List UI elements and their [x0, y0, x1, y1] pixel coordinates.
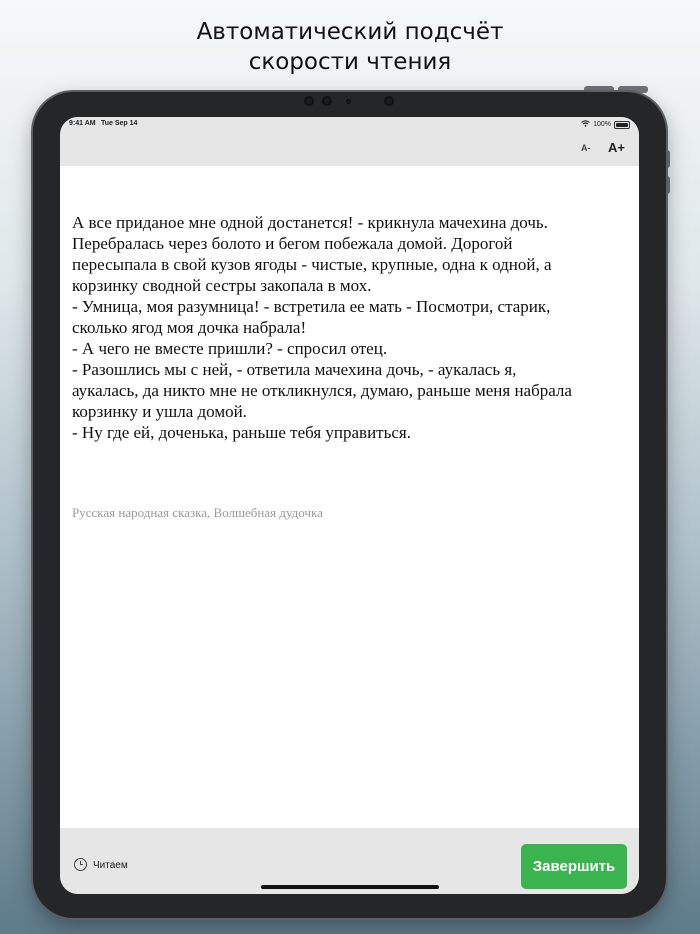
text-line: аукалась, да никто мне не откликнулся, думаю, раньше меня набрала [72, 381, 572, 400]
text-line: Перебралась через болото и бегом побежала домой. Дорогой [72, 234, 513, 253]
status-time: 9:41 AM [69, 120, 96, 127]
text-line: А все приданое мне одной достанется! - крикнула мачехина дочь. [72, 213, 548, 232]
reading-text [72, 212, 632, 443]
text-line: корзинку и ушла домой. [72, 402, 247, 421]
wifi-icon [581, 120, 590, 129]
text-line: корзинку сводной сестры закопала в мох. [72, 276, 372, 295]
finish-button[interactable]: Завершить [521, 844, 627, 889]
timer-label: Читаем [93, 860, 128, 871]
promo-headline-line1: Автоматический подсчёт [196, 19, 504, 45]
home-indicator[interactable] [261, 885, 439, 889]
text-line: сколько ягод моя дочка набрала! [72, 318, 307, 337]
status-date: Tue Sep 14 [101, 120, 138, 127]
promo-headline [0, 17, 700, 77]
battery-percent: 100% [593, 121, 611, 128]
font-decrease-button[interactable]: A- [581, 143, 591, 153]
battery-icon [614, 121, 630, 129]
text-source: Русская народная сказка, Волшебная дудочка [72, 505, 323, 520]
app-screen [60, 117, 639, 894]
camera-dot [384, 96, 394, 106]
camera-dot [322, 96, 332, 106]
promo-headline-line2: скорости чтения [248, 49, 452, 75]
text-line: пересыпала в свой кузов ягоды - чистые, крупные, одна к одной, а [72, 255, 552, 274]
status-indicators [581, 120, 630, 129]
camera-lens [346, 99, 351, 104]
top-toolbar [60, 117, 639, 166]
text-line: - Умница, моя разумница! - встретила ее мать - Посмотри, старик, [72, 297, 551, 316]
camera-dot [304, 96, 314, 106]
text-line: - Ну где ей, доченька, раньше тебя управиться. [72, 423, 411, 442]
clock-icon [74, 858, 87, 871]
text-line: - Разошлись мы с ней, - ответила мачехина дочь, - аукалась я, [72, 360, 517, 379]
font-increase-button[interactable]: A+ [608, 140, 625, 155]
text-line: - А чего не вместе пришли? - спросил отец. [72, 339, 388, 358]
